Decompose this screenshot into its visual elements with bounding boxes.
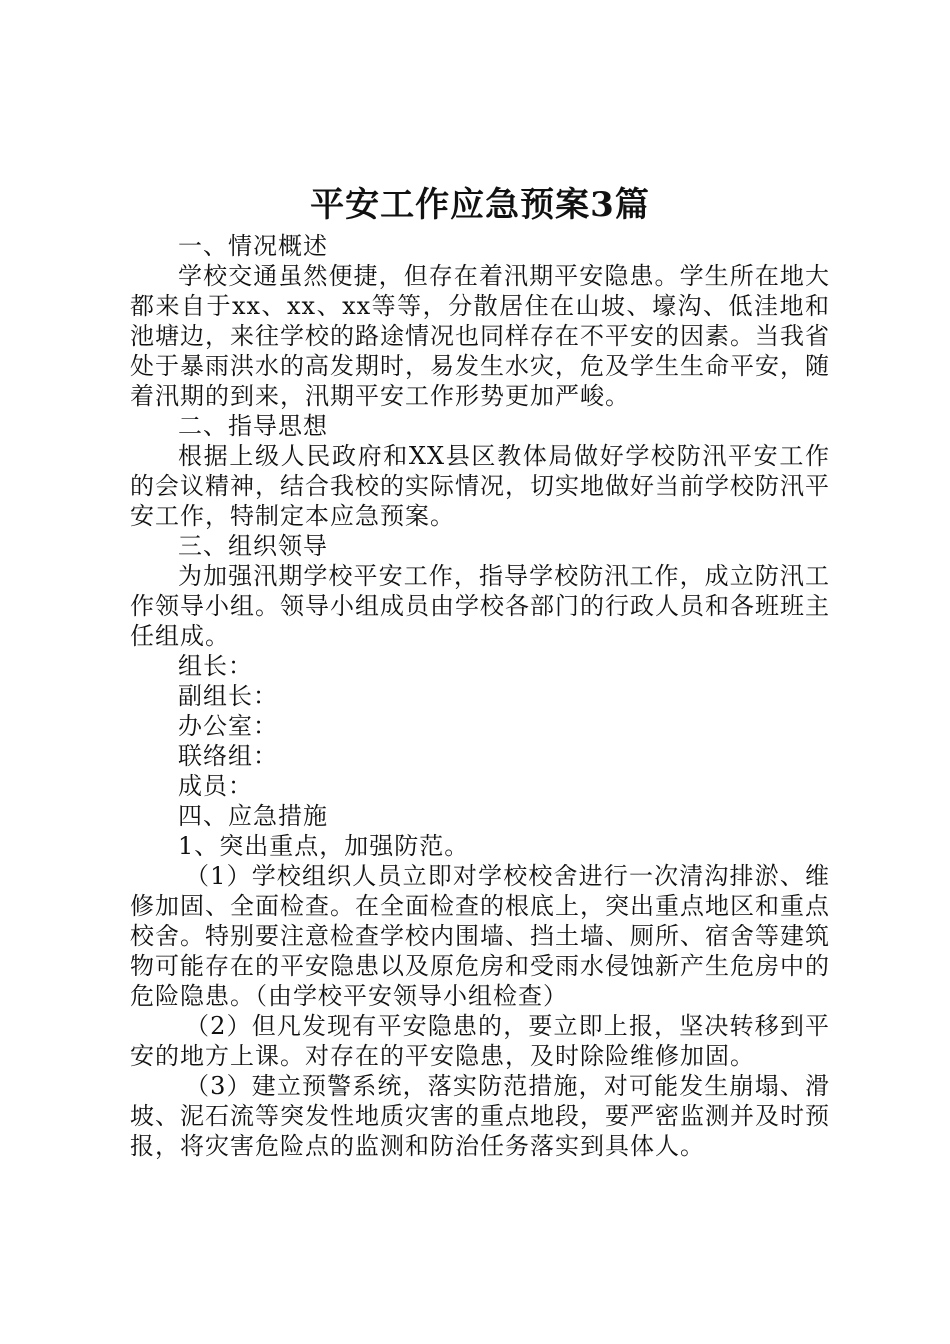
section-heading-guiding-thought: 二、指导思想 <box>178 412 328 440</box>
role-deputy-leader: 副组长： <box>178 682 278 710</box>
measure-item-2: （2）但凡发现有平安隐患的，要立即上报，坚决转移到平安的地方上课。对存在的平安隐患，及时除险维修加固。 <box>130 1012 830 1070</box>
role-members: 成员： <box>178 772 253 800</box>
measure-item-3: （3）建立预警系统，落实防范措施，对可能发生崩塌、滑坡、泥石流等突发性地质灾害的重点地段，要严密监测并及时预报，将灾害危险点的监测和防治任务落实到具体人。 <box>130 1072 830 1160</box>
section-heading-organization: 三、组织领导 <box>178 532 328 560</box>
role-office: 办公室： <box>178 712 278 740</box>
paragraph-guiding-thought: 根据上级人民政府和XX县区教体局做好学校防汛平安工作的会议精神，结合我校的实际情况，切实地做好当前学校防汛平安工作，特制定本应急预案。 <box>130 442 830 530</box>
paragraph-overview: 学校交通虽然便捷，但存在着汛期平安隐患。学生所在地大都来自于xx、xx、xx等等，分散居住在山坡、壕沟、低洼地和池塘边，来往学校的路途情况也同样存在不平安的因素。当我省处于暴雨洪水的高发期时，易发生水灾，危及学生生命平安，随着汛期的到来，汛期平安工作形势更加严峻。 <box>130 262 830 410</box>
subheading-key-points: 1、突出重点，加强防范。 <box>178 832 470 860</box>
section-heading-overview: 一、情况概述 <box>178 232 328 260</box>
paragraph-organization: 为加强汛期学校平安工作，指导学校防汛工作，成立防汛工作领导小组。领导小组成员由学校各部门的行政人员和各班班主任组成。 <box>130 562 830 650</box>
document-title: 平安工作应急预案3篇 <box>310 185 650 225</box>
section-heading-emergency-measures: 四、应急措施 <box>178 802 328 830</box>
role-liaison-group: 联络组： <box>178 742 278 770</box>
role-leader: 组长： <box>178 652 253 680</box>
measure-item-1: （1）学校组织人员立即对学校校舍进行一次清沟排淤、维修加固、全面检查。在全面检查的根底上，突出重点地区和重点校舍。特别要注意检查学校内围墙、挡土墙、厕所、宿舍等建筑物可能存在的平安隐患以及原危房和受雨水侵蚀新产生危房中的危险隐患。（由学校平安领导小组检查） <box>130 862 830 1010</box>
document-body <box>130 231 830 1161</box>
